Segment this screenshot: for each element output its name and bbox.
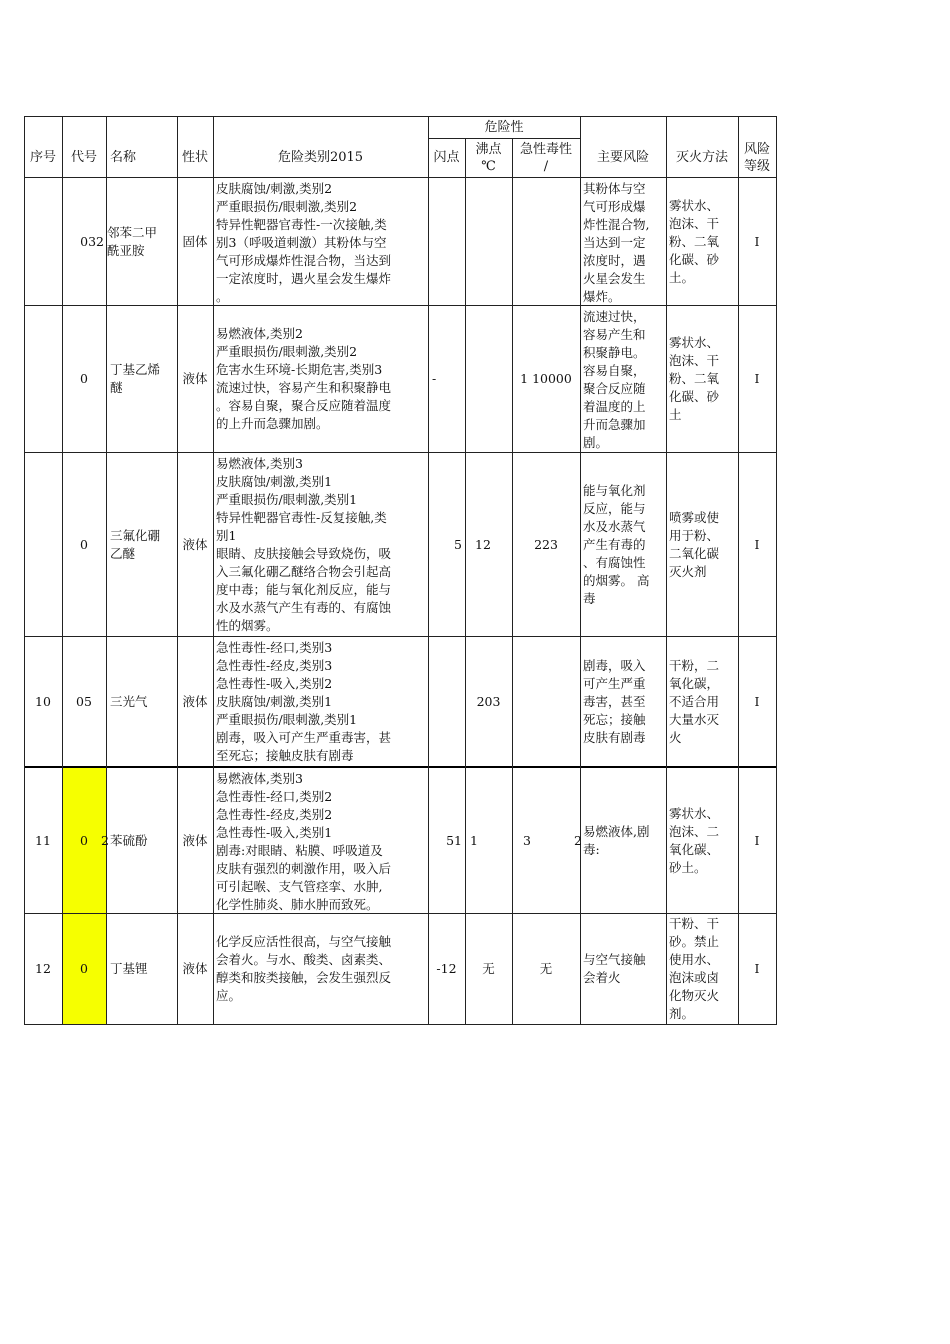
row-risk: 剧毒，吸入 可产生严重 毒害，甚至 死忘；接触 皮肤有剧毒 — [583, 657, 646, 745]
header-boiling-point: 沸点 ℃ — [475, 142, 502, 174]
row-fire: 雾状水、 泡沫、干 粉、二氧 化碳、砂 土 — [669, 335, 720, 422]
row-name: 丁基乙烯 醚 — [110, 362, 161, 395]
row-level: I — [754, 371, 760, 386]
row-state: 液体 — [182, 832, 208, 848]
row-category: 化学反应活性很高，与空气接触 会着火。与水、酸类、卤素类、 醇类和胺类接触，会发生强烈反 应。 — [216, 934, 392, 1003]
grid-line — [666, 116, 667, 1025]
row-state: 液体 — [182, 371, 208, 386]
row-toxicity — [512, 637, 580, 766]
row-risk: 能与氧化剂 反应，能与 水及水蒸气 产生有毒的 、有腐蚀性 的烟雾。 高 毒 — [583, 482, 650, 606]
header-name: 名称 — [110, 150, 137, 165]
row-toxicity: 3 — [523, 832, 531, 848]
row-fire: 干粉，二 氧化碳， 不适合用 大量水灭 火 — [669, 657, 720, 745]
row-name: 邻苯二甲 酰亚胺 — [107, 224, 158, 258]
row-risk: 与空气接触 会着火 — [583, 952, 646, 985]
row-category: 易燃液体,类别3 急性毒性-经口,类别2 急性毒性-经皮,类别2 急性毒性-吸入,类别1 剧毒:对眼睛、粘膜、呼吸道及 皮肤有强烈的刺激作用，吸入后 可引起喉、支气管痉挛、水肿, 化学性肺炎、肺水肿而致死。 — [216, 771, 392, 912]
row-code: 0 — [80, 832, 88, 848]
row-level: I — [754, 832, 760, 848]
grid-line — [213, 116, 214, 1025]
grid-line — [776, 116, 777, 1025]
row-category: 皮肤腐蚀/刺激,类别2 严重眼损伤/眼刺激,类别2 特异性靶器官毒性-一次接触,类 别3（呼吸道刺激）其粉体与空 气可形成爆炸性混合物，当达到 一定浓度时，遇火星会发生爆炸 。 — [216, 181, 392, 304]
row-toxicity: 1 10000 — [520, 371, 572, 386]
row-state: 液体 — [182, 536, 208, 552]
row-state: 液体 — [182, 693, 208, 709]
grid-line — [24, 1024, 777, 1025]
row-risk: 流速过快， 容易产生和 积聚静电。 容易自聚， 聚合反应随 着温度的上 升而急骤加 剧。 — [583, 309, 646, 450]
row-flash: - — [432, 371, 437, 386]
header-seq: 序号 — [29, 150, 56, 165]
row-name: 丁基锂 — [110, 961, 148, 976]
row-name: 苯硫酚 — [110, 832, 148, 848]
row-boil: 12 — [475, 536, 491, 552]
row-code: 0 — [80, 961, 88, 976]
header-risk-level: 风险 等级 — [743, 142, 770, 174]
row-level: I — [754, 536, 760, 552]
header-state: 性状 — [181, 150, 208, 165]
row-seq — [24, 453, 62, 636]
grid-line — [24, 116, 777, 117]
row-fire: 干粉、干 砂。禁止 使用水、 泡沫或卤 化物灭火 剂。 — [669, 916, 720, 1021]
row-boil: 203 — [476, 693, 501, 709]
row-flash: 51 — [446, 832, 462, 848]
row-toxicity: 223 — [534, 536, 558, 552]
row-level: I — [754, 233, 760, 249]
header-acute-toxicity: 急性毒性 / — [519, 142, 572, 174]
row-code: 032 — [80, 233, 104, 249]
row-seq: 10 — [35, 693, 51, 709]
header-code: 代号 — [70, 150, 97, 165]
row-level: I — [754, 961, 760, 976]
row-seq: 11 — [35, 832, 51, 848]
row-boil — [465, 178, 512, 305]
row-toxicity — [512, 178, 580, 305]
row-fire: 雾状水、 泡沫、干 粉、二氧 化碳、砂 土。 — [669, 197, 720, 285]
header-group-hazard: 危险性 — [484, 119, 524, 135]
row-code: 0 — [80, 371, 88, 386]
row-boil: 无 — [482, 961, 495, 976]
header-fire-method: 灭火方法 — [675, 150, 728, 165]
row-risk: 易燃液体,剧 毒: — [583, 823, 650, 857]
row-toxicity-overflow: 2 — [574, 832, 582, 848]
row-fire: 雾状水、 泡沫、二 氧化碳、 砂土。 — [669, 805, 720, 875]
row-code-overflow: 2 — [101, 832, 109, 848]
header-flash-point: 闪点 — [433, 150, 460, 165]
row-risk: 其粉体与空 气可形成爆 炸性混合物, 当达到一定 浓度时，遇 火星会发生 爆炸。 — [583, 181, 650, 304]
row-seq — [24, 306, 62, 452]
header-category: 危险类别2015 — [277, 150, 364, 165]
row-flash — [428, 637, 465, 766]
row-flash — [428, 178, 465, 305]
row-boil: 1 — [470, 832, 478, 848]
header-main-risk: 主要风险 — [596, 150, 649, 165]
row-state: 液体 — [182, 961, 208, 976]
row-state: 固体 — [182, 233, 208, 249]
row-seq: 12 — [35, 961, 51, 976]
row-category: 急性毒性-经口,类别3 急性毒性-经皮,类别3 急性毒性-吸入,类别2 皮肤腐蚀/刺激,类别1 严重眼损伤/眼刺激,类别1 剧毒，吸入可产生严重毒害，甚 至死忘；接触皮肤有剧毒 — [216, 640, 392, 763]
row-level: I — [754, 693, 760, 709]
row-flash: -12 — [436, 961, 457, 976]
row-boil — [465, 306, 512, 452]
row-flash: 5 — [454, 536, 462, 552]
row-name: 三光气 — [110, 693, 148, 709]
row-category: 易燃液体,类别3 皮肤腐蚀/刺激,类别1 严重眼损伤/眼刺激,类别1 特异性靶器官毒性-反复接触,类 别1 眼睛、皮肤接触会导致烧伤，吸 入三氟化硼乙醚络合物会引起高 度中毒；能与氧化剂反应，能与 水及水蒸气产生有毒的、有腐蚀 性的烟雾。 — [216, 456, 392, 633]
row-name: 三氟化硼 乙醚 — [110, 527, 161, 561]
row-code: 05 — [76, 693, 92, 709]
row-code: 0 — [80, 536, 88, 552]
row-category: 易燃液体,类别2 严重眼损伤/眼刺激,类别2 危害水生环境-长期危害,类别3 流速过快，容易产生和积聚静电 。容易自聚，聚合反应随着温度 的上升而急骤加剧。 — [216, 326, 392, 431]
row-seq — [24, 178, 62, 305]
row-fire: 喷雾或使 用于粉、 二氧化碳 灭火剂 — [669, 509, 720, 579]
row-toxicity: 无 — [539, 961, 553, 976]
